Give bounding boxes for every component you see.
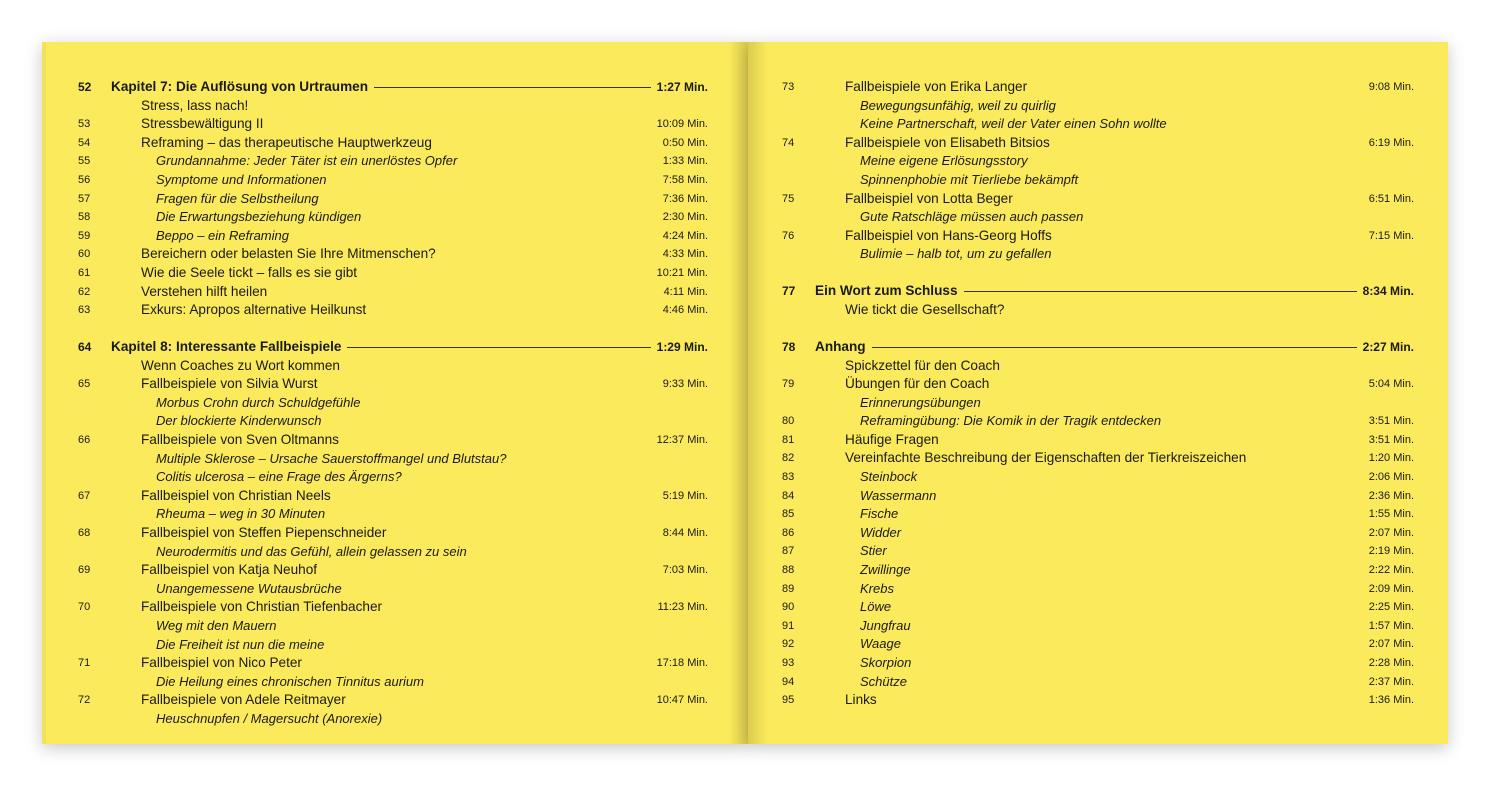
track-duration: 7:36 Min. xyxy=(662,192,708,205)
toc-subentry xyxy=(782,394,1414,413)
track-number: 82 xyxy=(782,452,795,465)
entry-title: Wenn Coaches zu Wort kommen xyxy=(141,357,340,373)
subentry-title: Symptome und Informationen xyxy=(156,171,327,187)
track-duration: 2:28 Min. xyxy=(1368,657,1414,669)
track-number: 61 xyxy=(78,266,91,279)
track-number: 56 xyxy=(78,173,91,186)
entry-title: Stressbewältigung II xyxy=(141,116,264,132)
entry-title: Fallbeispiele von Erika Langer xyxy=(845,79,1028,94)
toc-subentry xyxy=(78,468,708,487)
subentry-title: Neurodermitis und das Gefühl, allein gelassen zu sein xyxy=(156,543,467,559)
toc-subentry xyxy=(782,208,1414,227)
track-number: 93 xyxy=(782,657,795,669)
toc-subentry xyxy=(78,710,708,729)
toc-entry xyxy=(782,357,1414,376)
subentry-title: Bulimie – halb tot, um zu gefallen xyxy=(860,246,1052,262)
track-duration: 10:21 Min. xyxy=(656,266,708,279)
toc-entry xyxy=(78,654,708,673)
track-number: 62 xyxy=(78,285,91,298)
subentry-title: Widder xyxy=(860,524,902,540)
subentry-title: Keine Partnerschaft, weil der Vater einen Sohn wollte xyxy=(860,116,1167,132)
track-number: 57 xyxy=(78,192,91,205)
subentry-title: Spinnenphobie mit Tierliebe bekämpft xyxy=(860,171,1079,187)
track-number: 86 xyxy=(782,526,795,539)
toc-subentry xyxy=(782,412,1414,431)
toc-subentry xyxy=(782,635,1414,654)
track-number: 53 xyxy=(78,118,91,131)
toc-subentry xyxy=(78,450,708,469)
track-number: 87 xyxy=(782,545,795,558)
entry-title: Fallbeispiel von Nico Peter xyxy=(141,655,302,671)
track-number: 60 xyxy=(78,248,91,261)
toc-subentry xyxy=(78,673,708,692)
toc-entry xyxy=(78,598,708,617)
subentry-title: Die Heilung eines chronischen Tinnitus aurium xyxy=(156,673,424,689)
track-duration: 9:33 Min. xyxy=(662,378,708,391)
toc-entry xyxy=(78,431,708,450)
track-duration: 0:50 Min. xyxy=(662,136,708,149)
track-number: 55 xyxy=(78,155,91,168)
toc-entry xyxy=(782,227,1414,246)
track-duration: 4:46 Min. xyxy=(662,304,708,317)
subentry-title: Jungfrau xyxy=(860,617,911,633)
chapter-row xyxy=(782,338,1414,357)
track-number: 84 xyxy=(782,489,795,502)
track-duration: 6:19 Min. xyxy=(1368,136,1414,149)
entry-title: Vereinfachte Beschreibung der Eigenschaften der Tierkreiszeichen xyxy=(845,450,1247,466)
gutter-shadow xyxy=(748,42,768,744)
track-duration: 3:51 Min. xyxy=(1368,433,1414,446)
toc-subentry xyxy=(782,171,1414,190)
track-number: 81 xyxy=(782,433,795,446)
track-list-right xyxy=(782,78,1414,710)
toc-entry xyxy=(78,245,708,264)
toc-subentry xyxy=(78,152,708,171)
track-duration: 3:51 Min. xyxy=(1368,415,1414,428)
track-number: 88 xyxy=(782,564,795,577)
booklet-page-right xyxy=(748,42,1448,744)
toc-subentry xyxy=(78,543,708,562)
subentry-title: Der blockierte Kinderwunsch xyxy=(156,413,322,429)
chapter-title: Ein Wort zum Schluss xyxy=(815,283,958,299)
track-duration: 10:47 Min. xyxy=(656,694,708,707)
toc-subentry xyxy=(782,97,1414,116)
subentry-title: Steinbock xyxy=(860,469,918,485)
gutter-shadow xyxy=(728,42,748,744)
entry-title: Fallbeispiel von Christian Neels xyxy=(141,487,331,503)
toc-entry xyxy=(78,301,708,320)
track-duration: 2:09 Min. xyxy=(1368,582,1414,595)
entry-title: Fallbeispiel von Steffen Piepenschneider xyxy=(141,525,387,541)
track-number: 74 xyxy=(782,136,795,149)
subentry-title: Heuschnupfen / Magersucht (Anorexie) xyxy=(156,710,383,726)
subentry-title: Beppo – ein Reframing xyxy=(156,227,289,243)
entry-title: Bereichern oder belasten Sie Ihre Mitmenschen? xyxy=(141,246,436,262)
toc-subentry xyxy=(78,227,708,246)
track-number: 90 xyxy=(782,601,795,614)
toc-entry xyxy=(782,134,1414,153)
track-number: 83 xyxy=(782,471,795,484)
track-duration: 6:51 Min. xyxy=(1368,192,1414,205)
entry-title: Stress, lass nach! xyxy=(141,97,249,113)
track-number: 59 xyxy=(78,229,91,242)
toc-entry xyxy=(782,691,1414,710)
toc-entry xyxy=(782,375,1414,394)
track-duration: 9:08 Min. xyxy=(1368,81,1414,93)
page-edge xyxy=(42,42,46,744)
subentry-title: Colitis ulcerosa – eine Frage des Ärgerns? xyxy=(156,469,402,485)
toc-entry xyxy=(782,190,1414,209)
toc-entry xyxy=(78,375,708,394)
entry-title: Fallbeispiele von Elisabeth Bitsios xyxy=(845,134,1050,150)
chapter-leader-line xyxy=(374,87,651,88)
toc-subentry xyxy=(782,505,1414,524)
track-list-left xyxy=(78,78,708,729)
track-number: 78 xyxy=(782,339,796,354)
subentry-title: Multiple Sklerose – Ursache Sauerstoffmangel und Blutstau? xyxy=(156,450,507,466)
track-number: 65 xyxy=(78,378,91,391)
track-number: 92 xyxy=(782,638,795,651)
entry-title: Fallbeispiel von Katja Neuhof xyxy=(141,562,318,578)
chapter-leader-line xyxy=(872,347,1357,348)
subentry-title: Die Erwartungsbeziehung kündigen xyxy=(156,209,362,225)
subentry-title: Zwillinge xyxy=(860,562,911,578)
track-duration: 2:27 Min. xyxy=(1362,339,1414,354)
booklet-page-left xyxy=(42,42,748,744)
subentry-title: Die Freiheit ist nun die meine xyxy=(156,636,325,652)
toc-subentry xyxy=(782,524,1414,543)
entry-title: Verstehen hilft heilen xyxy=(141,283,268,299)
entry-title: Übungen für den Coach xyxy=(845,376,990,392)
subentry-title: Gute Ratschläge müssen auch passen xyxy=(860,209,1084,225)
track-number: 94 xyxy=(782,675,795,688)
toc-subentry xyxy=(782,115,1414,134)
subentry-title: Reframingübung: Die Komik in der Tragik entdecken xyxy=(860,413,1162,429)
track-number: 52 xyxy=(78,80,92,94)
section-gap xyxy=(78,320,708,338)
entry-title: Fallbeispiele von Christian Tiefenbacher xyxy=(141,599,383,615)
track-duration: 1:27 Min. xyxy=(656,80,708,94)
track-duration: 17:18 Min. xyxy=(656,657,708,670)
toc-entry xyxy=(78,134,708,153)
toc-entry xyxy=(78,283,708,302)
chapter-leader-line xyxy=(964,291,1357,292)
track-duration: 4:11 Min. xyxy=(663,285,708,298)
track-duration: 4:24 Min. xyxy=(662,229,708,242)
track-duration: 7:58 Min. xyxy=(662,173,708,186)
track-duration: 1:36 Min. xyxy=(1368,694,1414,707)
subentry-title: Grundannahme: Jeder Täter ist ein unerlöstes Opfer xyxy=(156,153,458,169)
toc-subentry xyxy=(782,654,1414,673)
toc-entry xyxy=(78,115,708,134)
toc-entry xyxy=(78,97,708,116)
subentry-title: Fragen für die Selbstheilung xyxy=(156,190,319,206)
toc-entry xyxy=(78,561,708,580)
entry-title: Spickzettel für den Coach xyxy=(845,357,1000,373)
toc-entry xyxy=(782,431,1414,450)
track-duration: 2:30 Min. xyxy=(662,211,708,224)
subentry-title: Erinnerungsübungen xyxy=(860,394,981,410)
subentry-title: Löwe xyxy=(860,599,892,615)
track-duration: 5:19 Min. xyxy=(662,489,708,502)
track-number: 71 xyxy=(78,657,91,670)
chapter-title: Anhang xyxy=(815,338,866,354)
subentry-title: Krebs xyxy=(860,580,894,596)
entry-title: Wie die Seele tickt – falls es sie gibt xyxy=(141,264,358,280)
toc-subentry xyxy=(782,617,1414,636)
track-number: 70 xyxy=(78,601,91,614)
toc-subentry xyxy=(782,245,1414,264)
toc-subentry xyxy=(782,152,1414,171)
track-duration: 12:37 Min. xyxy=(656,434,708,447)
subentry-title: Stier xyxy=(860,543,887,559)
track-number: 80 xyxy=(782,415,795,428)
track-duration: 1:33 Min. xyxy=(662,155,708,168)
track-number: 85 xyxy=(782,508,795,521)
track-duration: 2:07 Min. xyxy=(1368,526,1414,539)
entry-title: Exkurs: Apropos alternative Heilkunst xyxy=(141,302,367,318)
subentry-title: Schütze xyxy=(860,673,907,689)
toc-entry xyxy=(782,301,1414,320)
chapter-leader-line xyxy=(347,347,651,348)
toc-entry xyxy=(78,524,708,543)
track-duration: 8:34 Min. xyxy=(1362,284,1414,299)
track-number: 75 xyxy=(782,192,795,205)
track-duration: 4:33 Min. xyxy=(662,248,708,261)
track-duration: 11:23 Min. xyxy=(657,601,708,614)
subentry-title: Unangemessene Wutausbrüche xyxy=(156,580,342,596)
toc-subentry xyxy=(78,412,708,431)
track-duration: 2:22 Min. xyxy=(1368,564,1414,577)
toc-subentry xyxy=(782,487,1414,506)
track-number: 66 xyxy=(78,434,91,447)
track-number: 79 xyxy=(782,378,795,391)
chapter-title: Kapitel 7: Die Auflösung von Urtraumen xyxy=(111,79,369,94)
track-duration: 1:57 Min. xyxy=(1368,619,1414,632)
toc-entry xyxy=(78,691,708,710)
toc-subentry xyxy=(782,580,1414,599)
track-duration: 1:55 Min. xyxy=(1368,508,1414,521)
toc-entry xyxy=(782,449,1414,468)
toc-subentry xyxy=(782,598,1414,617)
toc-subentry xyxy=(78,636,708,655)
entry-title: Fallbeispiel von Lotta Beger xyxy=(845,190,1013,206)
track-duration: 10:09 Min. xyxy=(656,118,708,131)
track-number: 72 xyxy=(78,694,91,707)
entry-title: Fallbeispiel von Hans-Georg Hoffs xyxy=(845,227,1052,243)
subentry-title: Weg mit den Mauern xyxy=(156,618,277,634)
subentry-title: Morbus Crohn durch Schuldgefühle xyxy=(156,394,361,410)
toc-subentry xyxy=(782,542,1414,561)
subentry-title: Waage xyxy=(860,636,901,652)
track-number: 67 xyxy=(78,489,91,502)
track-number: 58 xyxy=(78,211,91,224)
track-number: 95 xyxy=(782,694,795,707)
track-duration: 1:29 Min. xyxy=(656,340,708,355)
track-duration: 2:06 Min. xyxy=(1368,471,1414,484)
chapter-row xyxy=(78,338,708,357)
track-number: 77 xyxy=(782,284,796,299)
toc-subentry xyxy=(78,190,708,209)
subentry-title: Bewegungsunfähig, weil zu quirlig xyxy=(860,97,1056,113)
toc-subentry xyxy=(78,505,708,524)
subentry-title: Wassermann xyxy=(860,487,937,503)
entry-title: Links xyxy=(845,692,877,708)
track-number: 63 xyxy=(78,304,91,317)
subentry-title: Meine eigene Erlösungsstory xyxy=(860,153,1028,169)
track-number: 64 xyxy=(78,340,92,355)
track-duration: 5:04 Min. xyxy=(1368,378,1414,391)
track-number: 54 xyxy=(78,136,91,149)
section-gap xyxy=(782,264,1414,282)
track-number: 69 xyxy=(78,564,91,577)
track-number: 76 xyxy=(782,229,795,242)
entry-title: Wie tickt die Gesellschaft? xyxy=(845,301,1005,317)
track-duration: 7:15 Min. xyxy=(1368,229,1414,242)
track-number: 89 xyxy=(782,582,795,595)
chapter-title: Kapitel 8: Interessante Fallbeispiele xyxy=(111,339,342,355)
section-gap xyxy=(782,320,1414,338)
toc-entry xyxy=(78,264,708,283)
toc-subentry xyxy=(78,171,708,190)
toc-entry xyxy=(78,487,708,506)
toc-subentry xyxy=(782,673,1414,692)
track-number: 91 xyxy=(782,619,795,632)
entry-title: Fallbeispiele von Silvia Wurst xyxy=(141,376,318,392)
entry-title: Reframing – das therapeutische Hauptwerkzeug xyxy=(141,134,432,150)
toc-entry xyxy=(782,78,1414,97)
toc-subentry xyxy=(782,468,1414,487)
toc-subentry xyxy=(78,208,708,227)
track-duration: 2:19 Min. xyxy=(1368,545,1414,558)
track-number: 68 xyxy=(78,527,91,540)
chapter-row xyxy=(78,78,708,97)
entry-title: Fallbeispiele von Adele Reitmayer xyxy=(141,692,346,708)
track-duration: 8:44 Min. xyxy=(662,527,708,540)
toc-entry xyxy=(78,357,708,376)
subentry-title: Rheuma – weg in 30 Minuten xyxy=(156,506,326,522)
entry-title: Fallbeispiele von Sven Oltmanns xyxy=(141,432,339,448)
toc-subentry xyxy=(78,394,708,413)
toc-subentry xyxy=(78,580,708,599)
track-duration: 2:37 Min. xyxy=(1368,675,1414,688)
track-duration: 1:20 Min. xyxy=(1368,452,1414,465)
track-duration: 7:03 Min. xyxy=(662,564,708,577)
entry-title: Häufige Fragen xyxy=(845,431,939,447)
toc-subentry xyxy=(782,561,1414,580)
toc-subentry xyxy=(78,617,708,636)
track-duration: 2:36 Min. xyxy=(1368,489,1414,502)
subentry-title: Fische xyxy=(860,506,899,522)
subentry-title: Skorpion xyxy=(860,655,912,670)
chapter-row xyxy=(782,282,1414,301)
track-duration: 2:25 Min. xyxy=(1368,601,1414,614)
track-number: 73 xyxy=(782,81,795,93)
track-duration: 2:07 Min. xyxy=(1368,638,1414,651)
